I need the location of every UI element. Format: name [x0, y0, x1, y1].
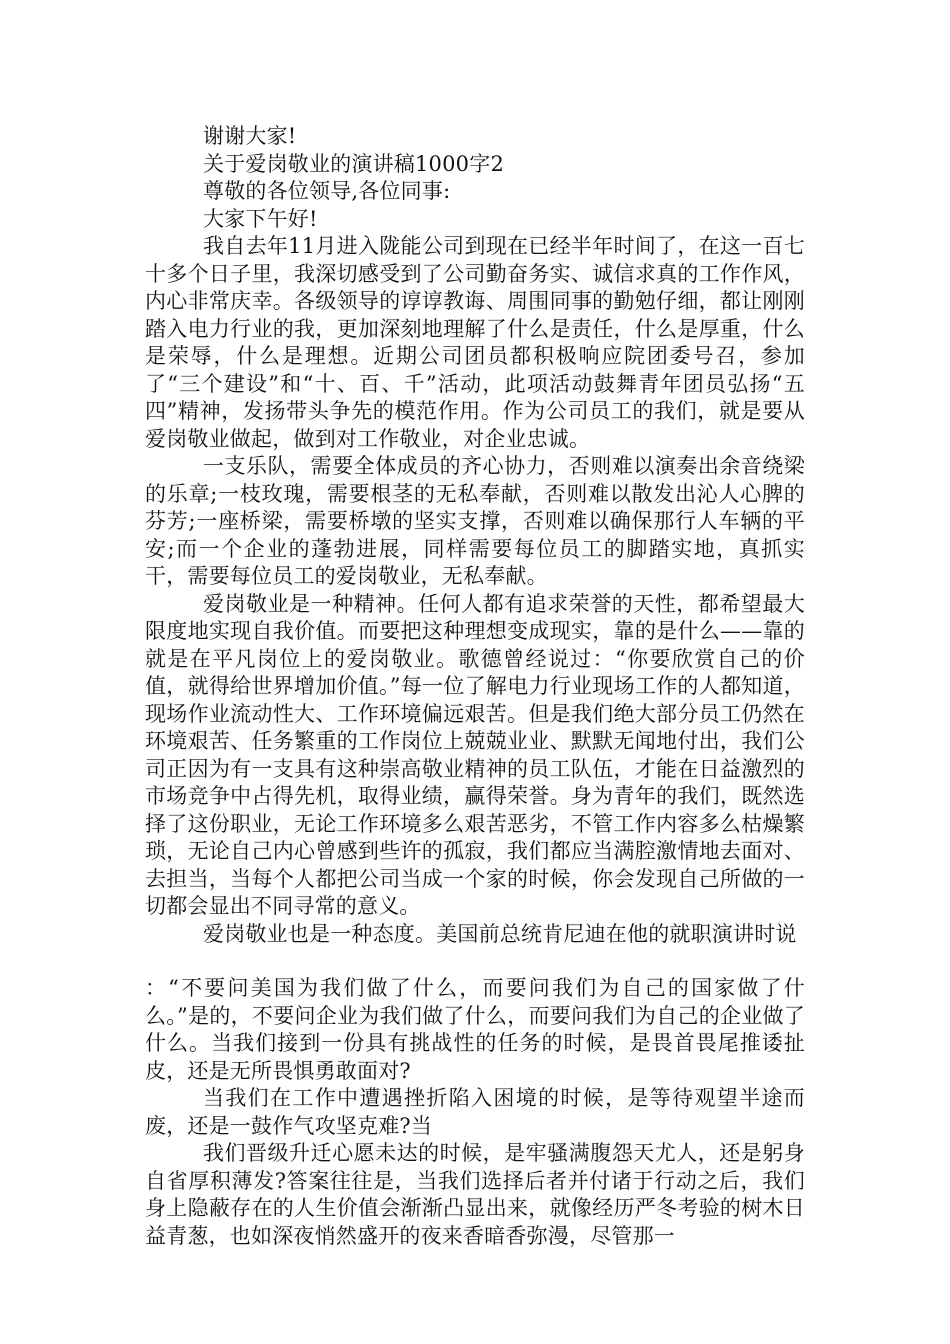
- paragraph-dedication-spirit: 爱岗敬业是一种精神。任何人都有追求荣誉的天性，都希望最大限度地实现自我价值。而要把这种理想变成现实，靠的是什么——靠的就是在平凡岗位上的爱岗敬业。歌德曾经说过：“你要欣赏自己的价值，就得给世界增加价值。”每一位了解电力行业现场工作的人都知道，现场作业流动性大、工作环境偏远艰苦。但是我们绝大部分员工仍然在环境艰苦、任务繁重的工作岗位上兢兢业业、默默无闻地付出，我们公司正因为有一支具有这种崇高敬业精神的员工队伍，才能在日益激烈的市场竞争中占得先机，取得业绩，赢得荣誉。身为青年的我们，既然选择了这份职业，无论工作环境多么艰苦恶劣，不管工作内容多么枯燥繁琐，无论自己内心曾感到些许的孤寂，我们都应当满腔激情地去面对、去担当，当每个人都把公司当成一个家的时候，你会发现自己所做的一切都会显出不同寻常的意义。: [145, 591, 805, 918]
- salutation-line: 尊敬的各位领导,各位同事:: [203, 179, 451, 203]
- paragraph-intro: 我自去年11月进入陇能公司到现在已经半年时间了，在这一百七十多个日子里，我深切感受到了公司勤奋务实、诚信求真的工作作风，内心非常庆幸。各级领导的谆谆教诲、周围同事的勤勉仔细，都让刚刚踏入电力行业的我，更加深刻地理解了什么是责任，什么是厚重，什么是荣辱，什么是理想。近期公司团员都积极响应院团委号召，参加了“三个建设”和“十、百、千”活动，此项活动鼓舞青年团员弘扬“五四”精神，发扬带头争先的模范作用。作为公司员工的我们，就是要从爱岗敬业做起，做到对工作敬业，对企业忠诚。: [145, 234, 805, 451]
- paragraph-setback: 当我们在工作中遭遇挫折陷入困境的时候，是等待观望半途而废，还是一鼓作气攻坚克难?当: [145, 1086, 805, 1138]
- thanks-line: 谢谢大家!: [203, 124, 297, 148]
- page-break-gap: [145, 948, 805, 975]
- speech-title: 关于爱岗敬业的演讲稿1000字2: [203, 151, 505, 176]
- paragraph-promotion: 我们晋级升迁心愿未达的时候，是牢骚满腹怨天尤人，还是躬身自省厚积薄发?答案往往是，当我们选择后者并付诸于行动之后，我们身上隐蔽存在的人生价值会渐渐凸显出来，就像经历严冬考验的树木日益青葱，也如深夜悄然盛开的夜来香暗香弥漫，尽管那一: [145, 1141, 805, 1248]
- paragraph-band-metaphor: 一支乐队，需要全体成员的齐心协力，否则难以演奏出余音绕梁的乐章;一枝玫瑰，需要根茎的无私奉献，否则难以散发出沁人心脾的芬芳;一座桥梁，需要桥墩的坚实支撑，否则难以确保那行人车辆的平安;而一个企业的蓬勃进展，同样需要每位员工的脚踏实地，真抓实干，需要每位员工的爱岗敬业，无私奉献。: [145, 454, 805, 588]
- document-body: [145, 123, 805, 1250]
- greeting-line: 大家下午好!: [203, 206, 318, 231]
- paragraph-dedication-attitude: 爱岗敬业也是一种态度。美国前总统肯尼迪在他的就职演讲时说: [203, 921, 797, 946]
- paragraph-continuation: ：“不要问美国为我们做了什么，而要问我们为自己的国家做了什么。”是的，不要问企业为我们做了什么，而要问我们为自己的企业做了什么。当我们接到一份具有挑战性的任务的时候，是畏首畏尾推诿扯皮，还是无所畏惧勇敢面对?: [145, 976, 805, 1083]
